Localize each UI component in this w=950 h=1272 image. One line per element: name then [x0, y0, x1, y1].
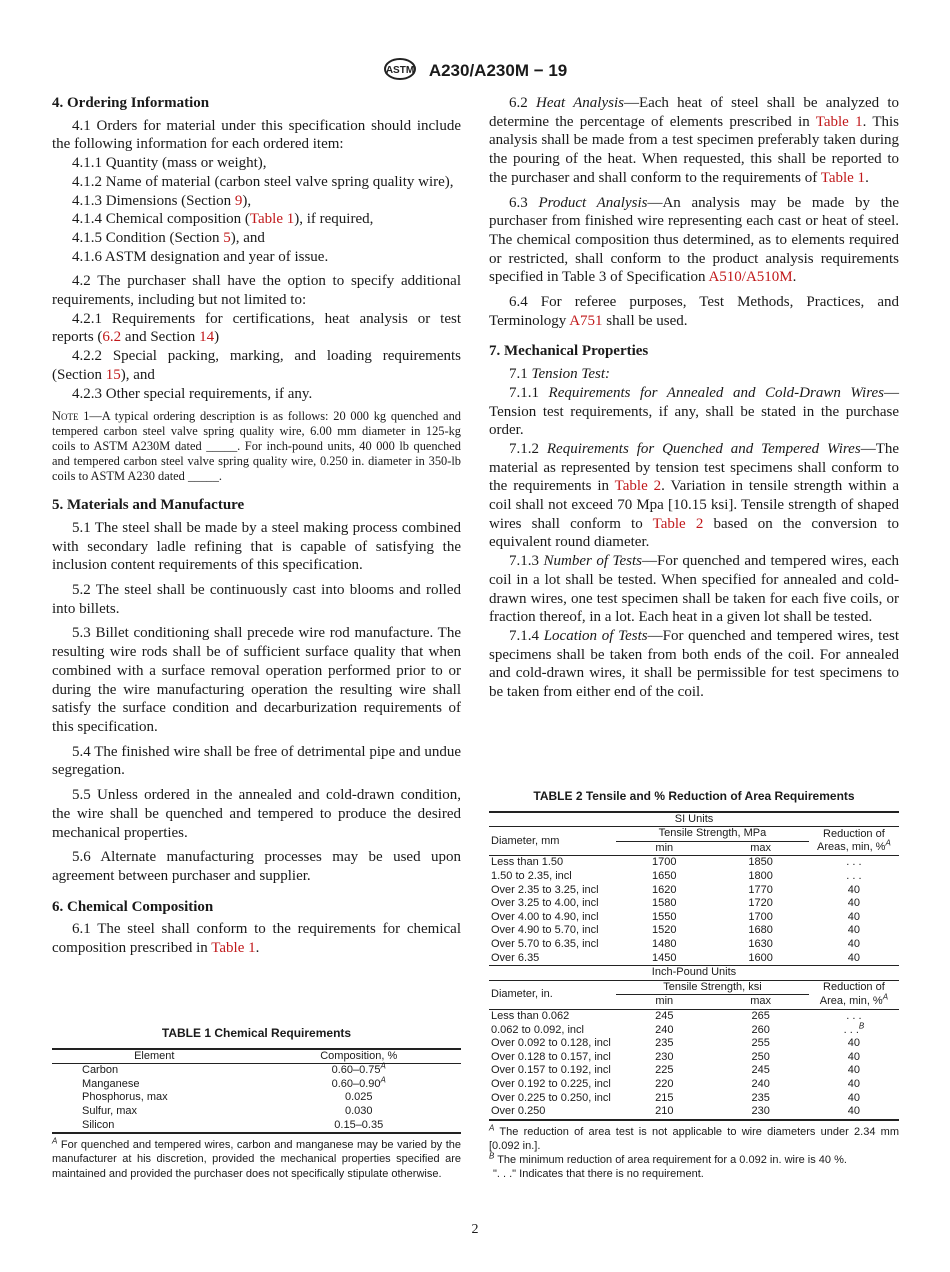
paragraph	[52, 920, 461, 957]
header-row	[489, 827, 899, 842]
text-run: Number of Tests	[543, 553, 642, 570]
min-cell: 1480	[652, 938, 677, 951]
table-row	[489, 856, 899, 870]
cross-reference-link[interactable]: Table 1	[815, 113, 863, 130]
reduction-cell: 40	[847, 924, 861, 937]
text-run: —Tension test requirements, if any, shall be stated in the purchase order.	[489, 384, 899, 439]
min-header: min	[616, 841, 712, 856]
section-5-body	[52, 519, 461, 886]
table-row	[489, 1078, 899, 1092]
text-run: 4.2.2 Special packing, marking, and loading requirements (Section	[52, 348, 461, 383]
page-header	[0, 58, 950, 81]
paragraph	[489, 194, 899, 288]
designation: A230/A230M − 19	[428, 61, 568, 80]
text-run: 5.2 The steel shall be continuously cast into blooms and rolled into billets.	[52, 582, 461, 617]
section-7-title: 7. Mechanical Properties	[489, 343, 649, 360]
text-run: 6.3	[509, 194, 539, 211]
paragraph	[489, 365, 899, 384]
header-row	[489, 980, 899, 995]
table-row	[489, 1064, 899, 1078]
diameter-cell: Over 0.225 to 0.250, incl	[491, 1091, 611, 1104]
table-1	[52, 1024, 461, 1181]
text-run: 6.2	[509, 95, 536, 111]
left-column	[52, 94, 461, 958]
table-row	[489, 870, 899, 884]
paragraph	[52, 581, 461, 618]
reduction-cell: . . .	[846, 870, 862, 883]
table-row	[489, 1024, 899, 1038]
text-run: Location of Tests	[543, 627, 648, 644]
text-run: 5.3 Billet conditioning shall precede wire rod manufacture. The resulting wire rods shall be of sufficient surface quality that when combined with a surface removal operation performed prior to or during the wire manufacturing operation the resulting wire shall satisfy the surface condition and decarburization requirements of this specification.	[52, 625, 461, 735]
section-6-cont-body	[489, 94, 899, 330]
paragraph	[489, 552, 899, 627]
text-run: 5.6 Alternate manufacturing processes may be used upon agreement between purchaser and supplier.	[52, 849, 461, 884]
diameter-cell: Over 6.35	[489, 952, 616, 966]
max-cell: 265	[751, 1010, 770, 1023]
max-cell: 260	[751, 1023, 770, 1036]
reduction-cell: . . .	[846, 856, 862, 869]
table-row	[489, 897, 899, 911]
text-run: .	[792, 269, 797, 286]
reduction-cell: 40	[809, 952, 899, 966]
reduction-cell: 40	[847, 1077, 861, 1090]
diameter-cell: Over 5.70 to 6.35, incl	[491, 938, 599, 951]
reduction-header	[809, 980, 899, 1009]
table-row	[489, 1092, 899, 1106]
footnote-mark: A	[489, 1123, 495, 1133]
diameter-cell: Over 2.35 to 3.25, incl	[491, 883, 599, 896]
table-row	[52, 1119, 461, 1134]
text-run: —The material as represented by tension test specimens shall conform to the requirements in	[489, 440, 900, 495]
svg-text:ASTM: ASTM	[385, 65, 414, 76]
paragraph	[489, 94, 899, 188]
text-run: .	[865, 169, 869, 186]
min-cell: 1650	[652, 870, 677, 883]
min-cell: 225	[655, 1064, 674, 1077]
text-run: ), and	[230, 229, 265, 246]
text-run: 7.1.1	[509, 384, 549, 401]
table-row	[489, 1037, 899, 1051]
cross-reference-link[interactable]: 6.2	[102, 329, 122, 346]
note-label: Note 1	[52, 409, 90, 424]
diameter-cell: 0.062 to 0.092, incl	[491, 1023, 584, 1036]
text-run: 5.4 The finished wire shall be free of detrimental pipe and undue segregation.	[52, 743, 461, 779]
table-2	[489, 787, 899, 1182]
note-1	[52, 409, 461, 484]
diameter-header: Diameter, in.	[489, 980, 616, 1009]
footnote-mark: A	[885, 838, 891, 848]
min-cell: 240	[655, 1023, 674, 1036]
text-run: 4.1.1 Quantity (mass or weight),	[72, 155, 267, 172]
reduction-header	[809, 827, 899, 856]
paragraph	[52, 173, 461, 192]
reduction-label: Reduction of Areas, min, %	[817, 827, 886, 854]
diameter-cell: Over 0.092 to 0.128, incl	[491, 1037, 611, 1050]
table-row	[489, 1010, 899, 1024]
paragraph	[489, 293, 899, 330]
element-cell: Carbon	[82, 1064, 119, 1077]
min-cell: 235	[655, 1037, 674, 1050]
min-header: min	[616, 995, 712, 1010]
max-cell: 1800	[748, 870, 773, 883]
diameter-cell: Over 4.00 to 4.90, incl	[491, 910, 599, 923]
footnote-mark: B	[858, 1020, 865, 1030]
max-cell: 245	[751, 1064, 770, 1077]
text-run: . This analysis shall be made from a test specimen preferably taken during the pouring of the heat. When requested, this shall be reported to the purchaser and shall conform to the requirements of	[489, 113, 899, 186]
diameter-cell: Over 4.90 to 5.70, incl	[491, 924, 599, 937]
text-run: 4.1 Orders for material under this specification should include the following information for each ordered item:	[52, 117, 461, 153]
cross-reference-link[interactable]: Table 1	[211, 940, 256, 957]
max-cell: 255	[751, 1037, 770, 1050]
diameter-header: Diameter, mm	[489, 827, 616, 856]
right-column	[489, 94, 899, 702]
max-cell: 1700	[748, 910, 773, 923]
max-header: max	[712, 841, 808, 856]
footnote-mark: A	[882, 992, 889, 1002]
min-cell: 1550	[652, 910, 677, 923]
footnote	[489, 1167, 899, 1181]
text-run: —For quenched and tempered wires, each coil in a lot shall be tested. When specified for annealed and cold-drawn wires, one test specimen shall be taken for each five coils, or fraction thereof, in a lot. Each heat in a given lot shall be tested.	[489, 553, 900, 626]
min-cell: 1620	[652, 883, 677, 896]
note-text: —A typical ordering description is as follows: 20 000 kg quenched and tempered carbon steel valve spring quality wire, 6.00 mm diameter in 125-kg coils to ASTM A230M dated _____. For inch-pound units, 40 000 lb quenched and tempered carbon steel valve spring quality wire, 0.250 in. diameter in 350-lb coils to ASTM A230 dated _____.	[52, 409, 461, 484]
min-cell: 1580	[652, 897, 677, 910]
tensile-strength-header: Tensile Strength, ksi	[616, 980, 809, 995]
text-run: .	[255, 940, 260, 957]
section-6-title: 6. Chemical Composition	[52, 898, 214, 915]
reduction-cell: . . .$^B$	[843, 1020, 865, 1036]
reduction-cell: . . .	[846, 1010, 862, 1023]
text-run: Product Analysis	[538, 194, 648, 211]
paragraph	[52, 786, 461, 842]
reduction-cell: 40	[809, 1105, 899, 1120]
text-run: 4.1.4 Chemical composition (	[72, 211, 250, 228]
cross-reference-link[interactable]: 5	[223, 229, 231, 246]
cross-reference-link[interactable]: Table 2	[652, 515, 704, 532]
text-run: ), and	[120, 366, 155, 383]
section-4-body	[52, 117, 461, 404]
paragraph	[52, 210, 461, 229]
cross-reference-link[interactable]: A751	[569, 312, 603, 329]
table-1-caption: TABLE 1 Chemical Requirements	[161, 1026, 352, 1040]
table-2-caption: TABLE 2 Tensile and % Reduction of Area Requirements	[533, 789, 855, 803]
paragraph	[52, 347, 461, 384]
diameter-cell: Over 3.25 to 4.00, incl	[491, 897, 599, 910]
table-row	[489, 884, 899, 898]
footnote-text: The reduction of area test is not applicable to wire diameters under 2.34 mm [0.092 in.].	[489, 1125, 900, 1152]
min-cell: 1700	[652, 856, 677, 869]
text-run: Tension Test:	[531, 366, 611, 383]
reduction-cell: 40	[847, 1091, 861, 1104]
text-run: 7.1.2	[509, 440, 547, 457]
element-cell: Phosphorus, max	[82, 1091, 168, 1104]
diameter-cell: Over 0.157 to 0.192, incl	[491, 1064, 611, 1077]
footnote-text: The minimum reduction of area requirement for a 0.092 in. wire is 40 %.	[497, 1154, 847, 1167]
reduction-cell: 40	[847, 897, 861, 910]
footnote	[489, 1125, 899, 1153]
text-run: ), if required,	[294, 211, 374, 228]
text-run: based on the conversion to equivalent round diameter.	[489, 515, 899, 551]
text-run: Requirements for Quenched and Tempered Wires	[546, 440, 861, 457]
units-title: SI Units	[489, 812, 899, 827]
footnote-mark: A	[52, 1136, 58, 1146]
footnote-mark: A	[380, 1061, 386, 1071]
min-cell: 230	[655, 1050, 674, 1063]
max-header: max	[712, 995, 808, 1010]
text-run: Heat Analysis	[536, 95, 624, 111]
paragraph	[489, 440, 899, 552]
text-run: 7.1.3	[509, 553, 544, 570]
cross-reference-link[interactable]: Table 1	[820, 169, 866, 186]
text-run: 4.1.5 Condition (Section	[72, 229, 224, 246]
min-cell: 1450	[616, 952, 712, 966]
diameter-cell: Less than 1.50	[491, 856, 564, 869]
max-cell: 235	[751, 1091, 770, 1104]
reduction-cell: 40	[847, 883, 861, 896]
text-run: 4.2.1 Requirements for certifications, heat analysis or test reports (	[52, 310, 461, 346]
text-run: 7.1.4	[509, 627, 544, 644]
max-cell: 1630	[748, 938, 773, 951]
units-row	[489, 966, 899, 981]
section-6-body	[52, 920, 461, 957]
text-run: Requirements for Annealed and Cold-Drawn Wires	[548, 384, 884, 401]
reduction-cell: 40	[847, 1037, 861, 1050]
reduction-label: Reduction of Area, min, %	[819, 981, 885, 1007]
text-run: and Section	[121, 329, 200, 346]
reduction-cell: 40	[847, 910, 861, 923]
text-run: 4.1.3 Dimensions (Section	[72, 192, 235, 209]
astm-logo-icon	[383, 58, 417, 80]
diameter-cell: 1.50 to 2.35, incl	[491, 870, 572, 883]
text-run: 6.4 For referee purposes, Test Methods, Practices, and Terminology	[489, 294, 899, 329]
text-run: 4.2.3 Other special requirements, if any.	[72, 385, 313, 402]
table-row	[489, 938, 899, 952]
text-run: . Variation in tensile strength within a coil shall not exceed 70 Mpa [10.15 ksi]. Tensile strength of shaped wires shall conform to	[489, 478, 899, 532]
composition-cell: $0.60-0.75^A$	[331, 1061, 386, 1077]
paragraph	[52, 848, 461, 885]
element-cell: Sulfur, max	[82, 1105, 138, 1118]
text-run: 4.2 The purchaser shall have the option to specify additional requirements, including but not limited to:	[52, 273, 461, 309]
text-run: )	[214, 329, 220, 346]
diameter-cell: Over 0.250	[489, 1105, 616, 1120]
cross-reference-link[interactable]: 14	[199, 329, 215, 346]
composition-cell: $0.60-0.90^A$	[331, 1075, 386, 1090]
cross-reference-link[interactable]: 9	[234, 192, 243, 209]
diameter-cell: Over 0.192 to 0.225, incl	[491, 1077, 611, 1090]
text-run: 4.1.2 Name of material (carbon steel valve spring quality wire),	[72, 173, 454, 190]
paragraph	[489, 384, 899, 440]
tensile-strength-header: Tensile Strength, MPa	[616, 827, 809, 842]
section-5-title: 5. Materials and Manufacture	[52, 497, 245, 514]
table-row	[52, 1105, 461, 1119]
text-run: 5.1 The steel shall be made by a steel making process combined with secondary ladle refining that is capable of satisfying the inclusion content requirements of this specification.	[52, 519, 461, 574]
units-title: Inch-Pound Units	[489, 966, 899, 981]
text-run: —Each heat of steel shall be analyzed to determine the percentage of elements prescribed in	[489, 95, 900, 130]
col-header-element: Element	[134, 1049, 175, 1062]
table-row	[52, 1064, 461, 1078]
footnote-text: For quenched and tempered wires, carbon and manganese may be varied by the manufacturer at his discretion, provided the mechanical properties specified are maintained and provided the purchaser does not specifically stipulate otherwise.	[52, 1139, 462, 1180]
text-run: shall be used.	[602, 312, 688, 329]
paragraph	[52, 154, 461, 173]
max-cell: 1680	[748, 924, 773, 937]
table-2-footnotes	[489, 1125, 899, 1182]
max-cell: 1770	[748, 883, 773, 896]
reduction-cell: 40	[847, 1050, 861, 1063]
cross-reference-link[interactable]: 15	[105, 366, 121, 383]
paragraph	[52, 743, 461, 780]
table-row	[52, 1078, 461, 1092]
paragraph	[52, 248, 461, 267]
paragraph	[489, 627, 899, 702]
max-cell: 1850	[748, 856, 773, 869]
table-row	[489, 924, 899, 938]
element-cell: Manganese	[82, 1077, 140, 1090]
section-7-body	[489, 365, 899, 702]
footnote	[489, 1153, 899, 1167]
cross-reference-link[interactable]: A510/A510M	[708, 269, 793, 286]
table-row	[489, 1051, 899, 1065]
min-cell: 220	[655, 1077, 674, 1090]
composition-cell: 0.15–0.35	[334, 1118, 384, 1131]
text-run: ),	[242, 192, 252, 209]
min-cell: 215	[655, 1091, 674, 1104]
max-cell: 240	[751, 1077, 770, 1090]
table-row	[52, 1091, 461, 1105]
composition-cell: 0.030	[344, 1105, 373, 1118]
composition-cell: 0.025	[344, 1091, 373, 1104]
page-number: 2	[471, 1222, 479, 1237]
min-cell: 1520	[652, 924, 677, 937]
text-run: 7.1	[509, 366, 532, 383]
paragraph	[52, 272, 461, 309]
text-run: —For quenched and tempered wires, test specimens shall be taken from both ends of the coil. For annealed and cold-drawn wires, it shall be permissible for test specimens to be taken from either end of the coil.	[489, 627, 900, 701]
text-run: 6.1 The steel shall conform to the requirements for chemical composition prescribed in	[52, 921, 461, 957]
paragraph	[52, 385, 461, 404]
paragraph	[52, 117, 461, 154]
paragraph	[52, 192, 461, 211]
diameter-cell: Over 0.128 to 0.157, incl	[491, 1050, 611, 1063]
cross-reference-link[interactable]: Table 1	[249, 211, 295, 228]
text-run: —An analysis may be made by the purchaser from finished wire representing each cast or heat of steel. The chemical composition thus determined, as to elements required or restricted, shall conform to the product analysis requirements specified in Table 3 of Specification	[489, 194, 900, 286]
section-4-title: 4. Ordering Information	[52, 95, 210, 111]
text-run: 5.5 Unless ordered in the annealed and cold-drawn condition, the wire shall be quenched and tempered to produce the desired mechanical properties.	[52, 787, 461, 841]
footnote-mark: B	[489, 1151, 495, 1161]
cross-reference-link[interactable]: Table 2	[614, 478, 662, 495]
col-header-composition: Composition, %	[320, 1049, 398, 1062]
table-row	[489, 911, 899, 925]
table-1-footnote	[52, 1138, 461, 1181]
min-cell: 210	[616, 1105, 712, 1120]
table-row	[489, 952, 899, 966]
max-cell: 1600	[712, 952, 808, 966]
max-cell: 250	[751, 1050, 770, 1063]
min-cell: 245	[655, 1010, 674, 1023]
max-cell: 230	[712, 1105, 808, 1120]
paragraph	[52, 519, 461, 575]
reduction-cell: 40	[847, 938, 861, 951]
reduction-cell: 40	[847, 1064, 861, 1077]
max-cell: 1720	[748, 897, 773, 910]
paragraph	[52, 624, 461, 736]
footnote-text: ". . ." Indicates that there is no requirement.	[493, 1168, 704, 1181]
text-run: 4.1.6 ASTM designation and year of issue.	[72, 248, 329, 265]
units-row	[489, 812, 899, 827]
footnote-mark: A	[380, 1075, 386, 1085]
paragraph	[52, 229, 461, 248]
paragraph	[52, 310, 461, 347]
table-row	[489, 1105, 899, 1120]
element-cell: Silicon	[82, 1118, 115, 1131]
diameter-cell: Less than 0.062	[491, 1010, 570, 1023]
